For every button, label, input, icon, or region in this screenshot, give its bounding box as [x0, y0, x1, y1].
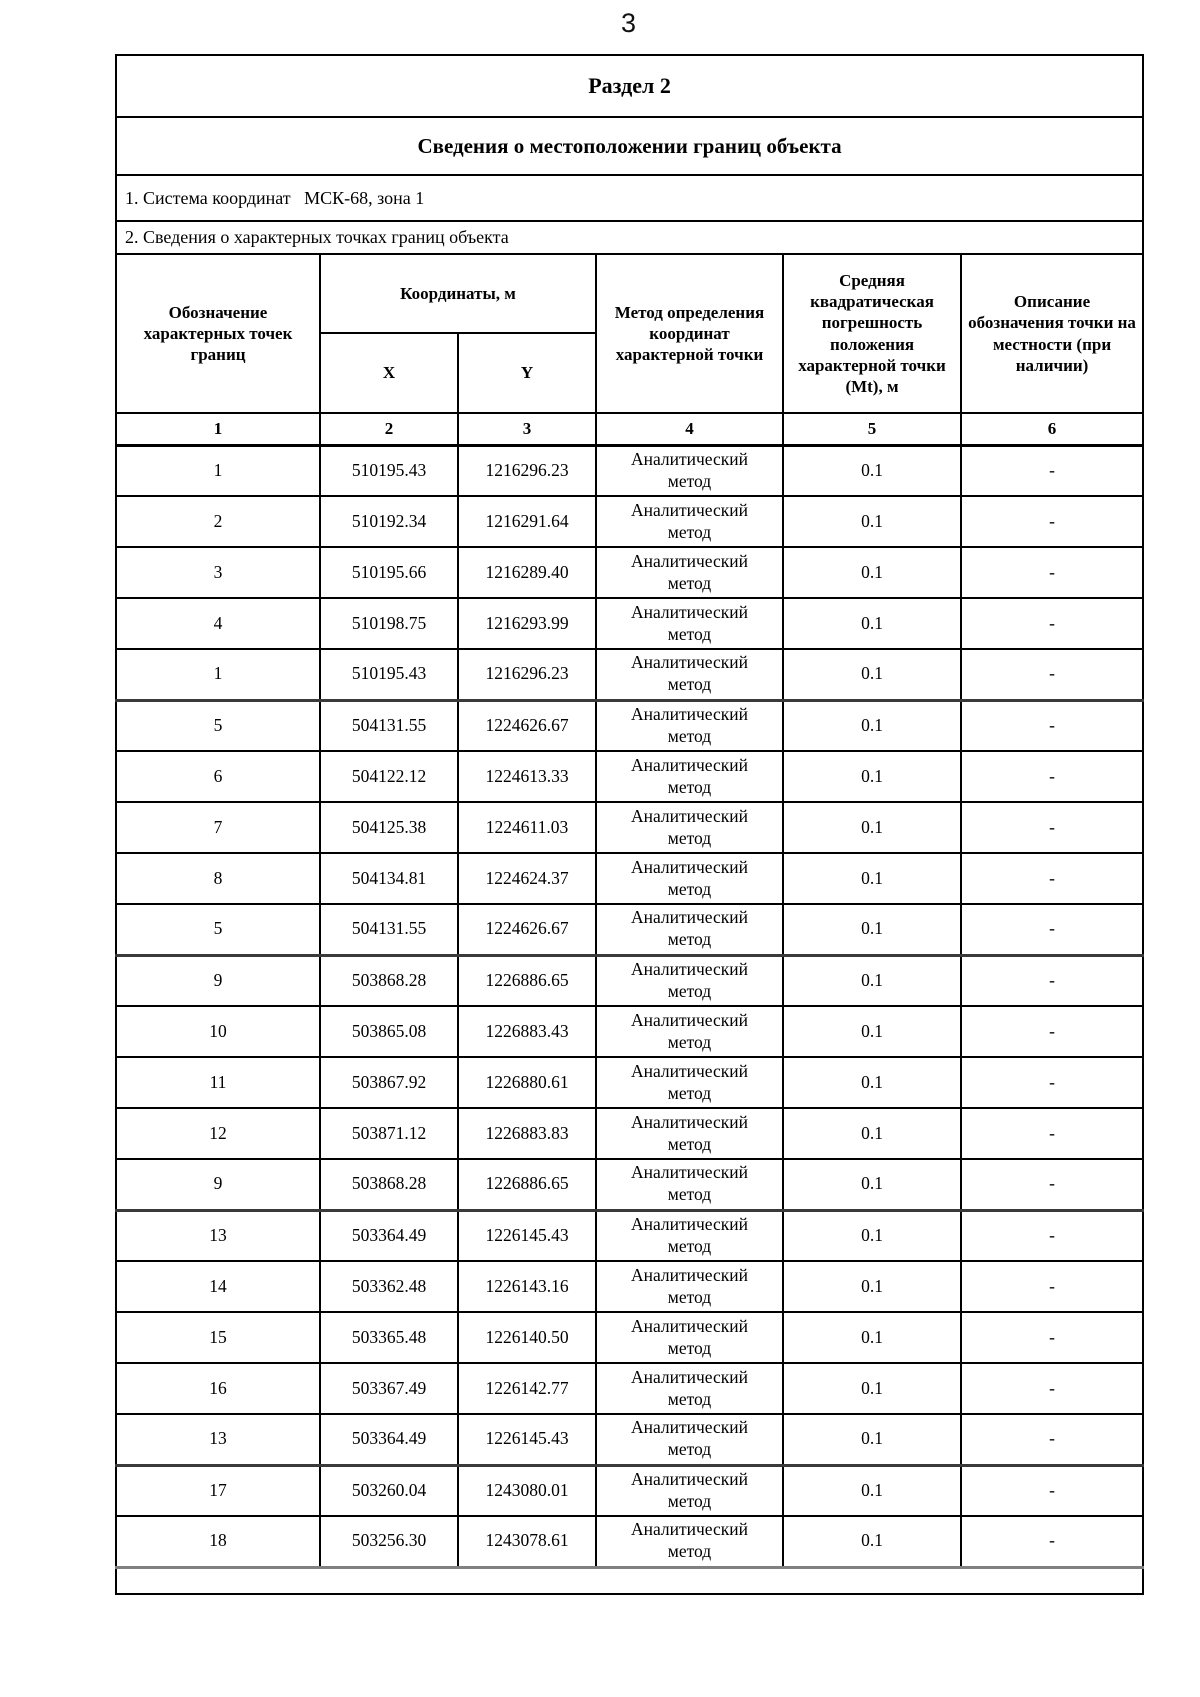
description-cell: - — [961, 1414, 1143, 1465]
x-coordinate-cell: 510195.43 — [320, 649, 458, 700]
mt-error-cell: 0.1 — [783, 955, 961, 1006]
point-cell: 17 — [116, 1465, 320, 1516]
point-cell: 18 — [116, 1516, 320, 1567]
points-info-line: 2. Сведения о характерных точках границ объекта — [116, 221, 1143, 254]
x-coordinate-cell: 503871.12 — [320, 1108, 458, 1159]
description-cell: - — [961, 1261, 1143, 1312]
mt-error-cell: 0.1 — [783, 1363, 961, 1414]
point-cell: 13 — [116, 1210, 320, 1261]
description-cell: - — [961, 547, 1143, 598]
mt-error-cell: 0.1 — [783, 853, 961, 904]
description-cell: - — [961, 496, 1143, 547]
header-method: Метод определения координат характерной точки — [596, 254, 783, 413]
method-cell: Аналитический метод — [596, 1516, 783, 1567]
x-coordinate-cell: 504131.55 — [320, 904, 458, 955]
mt-error-cell: 0.1 — [783, 700, 961, 751]
y-coordinate-cell: 1216296.23 — [458, 649, 596, 700]
table-row — [116, 598, 1143, 649]
y-coordinate-cell: 1224626.67 — [458, 700, 596, 751]
x-coordinate-cell: 504131.55 — [320, 700, 458, 751]
points-tbody — [116, 445, 1143, 1567]
mt-error-cell: 0.1 — [783, 751, 961, 802]
method-cell: Аналитический метод — [596, 751, 783, 802]
mt-error-cell: 0.1 — [783, 445, 961, 496]
description-cell: - — [961, 445, 1143, 496]
table-row — [116, 1516, 1143, 1567]
method-cell: Аналитический метод — [596, 598, 783, 649]
y-coordinate-cell: 1226143.16 — [458, 1261, 596, 1312]
y-coordinate-cell: 1224626.67 — [458, 904, 596, 955]
description-cell: - — [961, 904, 1143, 955]
point-cell: 5 — [116, 700, 320, 751]
section-title: Раздел 2 — [116, 55, 1143, 117]
column-number-1: 1 — [116, 413, 320, 445]
y-coordinate-cell: 1216291.64 — [458, 496, 596, 547]
mt-error-cell: 0.1 — [783, 1516, 961, 1567]
mt-error-cell: 0.1 — [783, 1057, 961, 1108]
x-coordinate-cell: 503367.49 — [320, 1363, 458, 1414]
description-cell: - — [961, 1210, 1143, 1261]
empty-bottom-cell — [116, 1567, 1143, 1594]
x-coordinate-cell: 503867.92 — [320, 1057, 458, 1108]
point-cell: 13 — [116, 1414, 320, 1465]
y-coordinate-cell: 1216296.23 — [458, 445, 596, 496]
description-cell: - — [961, 853, 1143, 904]
point-cell: 1 — [116, 649, 320, 700]
table-row — [116, 1465, 1143, 1516]
column-numbering-row — [116, 413, 1143, 445]
x-coordinate-cell: 503868.28 — [320, 955, 458, 1006]
x-coordinate-cell: 503365.48 — [320, 1312, 458, 1363]
method-cell: Аналитический метод — [596, 1006, 783, 1057]
mt-error-cell: 0.1 — [783, 649, 961, 700]
y-coordinate-cell: 1243080.01 — [458, 1465, 596, 1516]
boundary-points-table — [115, 54, 1144, 1595]
point-cell: 9 — [116, 955, 320, 1006]
column-number-5: 5 — [783, 413, 961, 445]
point-cell: 5 — [116, 904, 320, 955]
column-number-6: 6 — [961, 413, 1143, 445]
y-coordinate-cell: 1226883.43 — [458, 1006, 596, 1057]
point-cell: 2 — [116, 496, 320, 547]
x-coordinate-cell: 503256.30 — [320, 1516, 458, 1567]
table-header-upper — [116, 254, 1143, 333]
header-y: Y — [458, 333, 596, 413]
y-coordinate-cell: 1216293.99 — [458, 598, 596, 649]
header-coordinates-group: Координаты, м — [320, 254, 596, 333]
method-cell: Аналитический метод — [596, 649, 783, 700]
point-cell: 14 — [116, 1261, 320, 1312]
table-row — [116, 802, 1143, 853]
description-cell: - — [961, 1516, 1143, 1567]
table-row — [116, 445, 1143, 496]
point-cell: 11 — [116, 1057, 320, 1108]
x-coordinate-cell: 510195.43 — [320, 445, 458, 496]
section-subtitle: Сведения о местоположении границ объекта — [116, 117, 1143, 175]
mt-error-cell: 0.1 — [783, 1465, 961, 1516]
x-coordinate-cell: 510192.34 — [320, 496, 458, 547]
x-coordinate-cell: 503868.28 — [320, 1159, 458, 1210]
x-coordinate-cell: 503865.08 — [320, 1006, 458, 1057]
empty-bottom-row — [116, 1567, 1143, 1594]
table-row — [116, 1159, 1143, 1210]
description-cell: - — [961, 1057, 1143, 1108]
point-cell: 6 — [116, 751, 320, 802]
table-row — [116, 547, 1143, 598]
table-row — [116, 1261, 1143, 1312]
table-row — [116, 700, 1143, 751]
mt-error-cell: 0.1 — [783, 496, 961, 547]
table-row — [116, 1414, 1143, 1465]
table-row — [116, 904, 1143, 955]
description-cell: - — [961, 751, 1143, 802]
mt-error-cell: 0.1 — [783, 598, 961, 649]
table-row — [116, 1363, 1143, 1414]
point-cell: 10 — [116, 1006, 320, 1057]
y-coordinate-cell: 1226142.77 — [458, 1363, 596, 1414]
y-coordinate-cell: 1224624.37 — [458, 853, 596, 904]
mt-error-cell: 0.1 — [783, 1414, 961, 1465]
table-row — [116, 649, 1143, 700]
point-cell: 4 — [116, 598, 320, 649]
column-number-2: 2 — [320, 413, 458, 445]
description-cell: - — [961, 1108, 1143, 1159]
header-mt-error: Средняя квадратическая погрешность положения характерной точки (Mt), м — [783, 254, 961, 413]
section-subtitle-row — [116, 117, 1143, 175]
x-coordinate-cell: 504122.12 — [320, 751, 458, 802]
page-number: 3 — [620, 8, 637, 38]
point-cell: 15 — [116, 1312, 320, 1363]
table-row — [116, 1006, 1143, 1057]
mt-error-cell: 0.1 — [783, 1210, 961, 1261]
method-cell: Аналитический метод — [596, 1414, 783, 1465]
method-cell: Аналитический метод — [596, 445, 783, 496]
x-coordinate-cell: 510198.75 — [320, 598, 458, 649]
x-coordinate-cell: 504134.81 — [320, 853, 458, 904]
method-cell: Аналитический метод — [596, 1057, 783, 1108]
y-coordinate-cell: 1226145.43 — [458, 1210, 596, 1261]
table-row — [116, 1057, 1143, 1108]
method-cell: Аналитический метод — [596, 496, 783, 547]
method-cell: Аналитический метод — [596, 955, 783, 1006]
x-coordinate-cell: 510195.66 — [320, 547, 458, 598]
table-row — [116, 955, 1143, 1006]
points-info-row — [116, 221, 1143, 254]
point-cell: 7 — [116, 802, 320, 853]
method-cell: Аналитический метод — [596, 700, 783, 751]
y-coordinate-cell: 1226145.43 — [458, 1414, 596, 1465]
y-coordinate-cell: 1226886.65 — [458, 955, 596, 1006]
table-row — [116, 751, 1143, 802]
mt-error-cell: 0.1 — [783, 1108, 961, 1159]
header-x: X — [320, 333, 458, 413]
description-cell: - — [961, 802, 1143, 853]
x-coordinate-cell: 503364.49 — [320, 1210, 458, 1261]
method-cell: Аналитический метод — [596, 904, 783, 955]
y-coordinate-cell: 1224613.33 — [458, 751, 596, 802]
description-cell: - — [961, 598, 1143, 649]
mt-error-cell: 0.1 — [783, 1159, 961, 1210]
method-cell: Аналитический метод — [596, 1363, 783, 1414]
y-coordinate-cell: 1226140.50 — [458, 1312, 596, 1363]
point-cell: 3 — [116, 547, 320, 598]
y-coordinate-cell: 1224611.03 — [458, 802, 596, 853]
mt-error-cell: 0.1 — [783, 904, 961, 955]
x-coordinate-cell: 503260.04 — [320, 1465, 458, 1516]
method-cell: Аналитический метод — [596, 1159, 783, 1210]
point-cell: 12 — [116, 1108, 320, 1159]
x-coordinate-cell: 503362.48 — [320, 1261, 458, 1312]
point-cell: 16 — [116, 1363, 320, 1414]
description-cell: - — [961, 1006, 1143, 1057]
coordinate-system-row — [116, 175, 1143, 221]
column-number-4: 4 — [596, 413, 783, 445]
point-cell: 8 — [116, 853, 320, 904]
method-cell: Аналитический метод — [596, 547, 783, 598]
header-designation: Обозначение характерных точек границ — [116, 254, 320, 413]
description-cell: - — [961, 649, 1143, 700]
description-cell: - — [961, 1312, 1143, 1363]
x-coordinate-cell: 504125.38 — [320, 802, 458, 853]
mt-error-cell: 0.1 — [783, 1006, 961, 1057]
header-description: Описание обозначения точки на местности (при наличии) — [961, 254, 1143, 413]
coordinate-system-line: 1. Система координат МСК-68, зона 1 — [116, 175, 1143, 221]
point-cell: 9 — [116, 1159, 320, 1210]
y-coordinate-cell: 1226880.61 — [458, 1057, 596, 1108]
method-cell: Аналитический метод — [596, 1312, 783, 1363]
mt-error-cell: 0.1 — [783, 1261, 961, 1312]
table-row — [116, 1108, 1143, 1159]
description-cell: - — [961, 1159, 1143, 1210]
description-cell: - — [961, 1465, 1143, 1516]
table-row — [116, 1210, 1143, 1261]
table-row — [116, 496, 1143, 547]
mt-error-cell: 0.1 — [783, 547, 961, 598]
method-cell: Аналитический метод — [596, 1261, 783, 1312]
method-cell: Аналитический метод — [596, 802, 783, 853]
description-cell: - — [961, 1363, 1143, 1414]
description-cell: - — [961, 700, 1143, 751]
table-row — [116, 853, 1143, 904]
x-coordinate-cell: 503364.49 — [320, 1414, 458, 1465]
mt-error-cell: 0.1 — [783, 802, 961, 853]
method-cell: Аналитический метод — [596, 853, 783, 904]
y-coordinate-cell: 1216289.40 — [458, 547, 596, 598]
table-row — [116, 1312, 1143, 1363]
method-cell: Аналитический метод — [596, 1465, 783, 1516]
mt-error-cell: 0.1 — [783, 1312, 961, 1363]
y-coordinate-cell: 1226886.65 — [458, 1159, 596, 1210]
y-coordinate-cell: 1226883.83 — [458, 1108, 596, 1159]
description-cell: - — [961, 955, 1143, 1006]
method-cell: Аналитический метод — [596, 1210, 783, 1261]
method-cell: Аналитический метод — [596, 1108, 783, 1159]
point-cell: 1 — [116, 445, 320, 496]
y-coordinate-cell: 1243078.61 — [458, 1516, 596, 1567]
column-number-3: 3 — [458, 413, 596, 445]
section-title-row — [116, 55, 1143, 117]
